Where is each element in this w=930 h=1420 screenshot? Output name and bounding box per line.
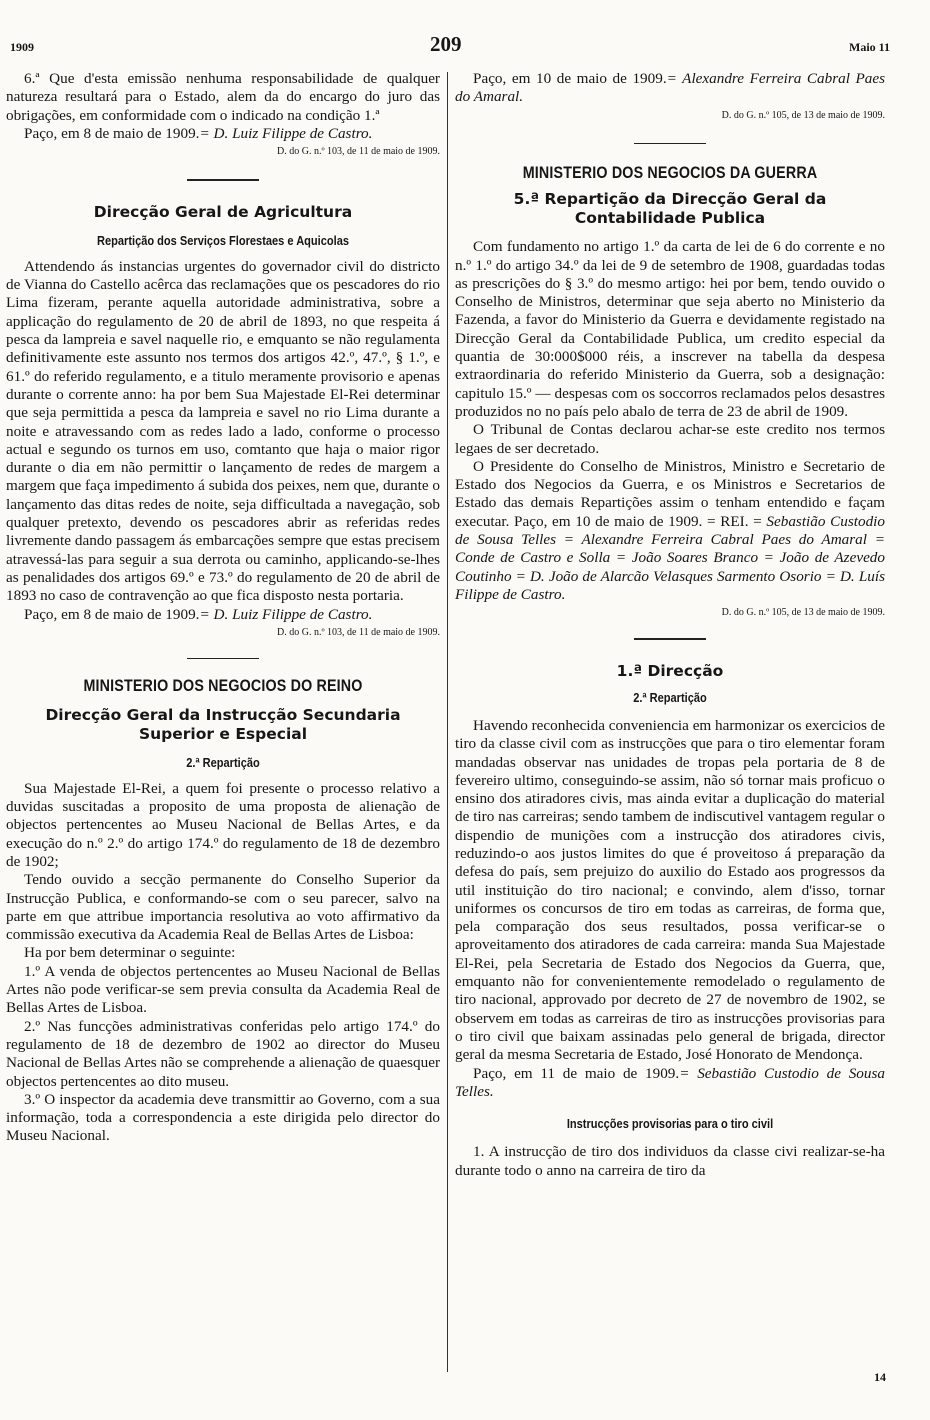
subsection-heading: 2.ª Repartição <box>633 689 707 705</box>
section-heading-contabilidade: 5.ª Repartição da Direcção Geral da Contabilidade Publica <box>513 190 827 228</box>
signature-date: Paço, em 8 de maio de 1909. <box>24 124 200 142</box>
signature-name: = Sebastião Custodio de Sousa Telles. <box>455 1064 885 1100</box>
paragraph: 1. A instrucção de tiro dos individuos da classe civi realizar-se-ha durante todo o anno na carreira de tiro da <box>455 1143 885 1179</box>
signature-name: = D. Luiz Filippe de Castro. <box>199 605 373 623</box>
page-number: 209 <box>430 32 462 56</box>
paragraph: Ha por bem determinar o seguinte: <box>24 944 236 962</box>
ministry-heading-guerra: MINISTERIO DOS NEGOCIOS DA GUERRA <box>522 162 818 182</box>
source-citation: D. do G. n.º 103, de 11 de maio de 1909. <box>277 626 440 638</box>
paragraph: Com fundamento no artigo 1.º da carta de lei de 6 do corrente e no n.º 1.º do artigo 34.º da lei de 9 de setembro de 1908, guardadas todas as prescrições do § 3.º do mesmo artigo: hei por bem, tendo ouvido o Conselho de Ministros, determinar que seja aberto no Ministerio da Fazenda, a favor do Ministerio da Guerra e devidamente registado na Direcção Geral da Contabilidade Publica, um credito especial da quantia de 30:000$000 réis, a inscrever na tabella da despesa extraordinaria do referido Ministerio da Guerra, sob a designação: capitulo 15.º — despesas com os soccorros reclamados pelos desastres produzidos no no país pelo abalo de terra de 23 de abril de 1909. <box>455 238 885 420</box>
decree-text: O Presidente do Conselho de Ministros, Ministro e Secretario de Estado dos Negocios da Guerra, e os Ministros e Secretarios de Estado das demais Repartições assim o tenham entendido e façam executar. Paço, em 10 de maio de 1909. = REI. = <box>455 457 885 530</box>
source-citation: D. do G. n.º 103, de 11 de maio de 1909. <box>277 146 440 158</box>
section-heading-agricultura: Direcção Geral de Agricultura <box>93 202 353 221</box>
signature-line <box>6 606 440 624</box>
paragraph: Tendo ouvido a secção permanente do Conselho Superior da Instrucção Publica, e conformando-se com o seu parecer, salvo na parte em que attribue importancia resolutiva ao voto affirmativo da commissão executiva da Academia Real de Bellas Artes de Lisboa: <box>6 871 440 944</box>
column-divider <box>447 72 448 1372</box>
paragraph: Havendo reconhecida conveniencia em harmonizar os exercicios de tiro da classe civil com as instrucções que para o tiro elementar foram mandadas observar nas unidades de tropas pela portaria de 8 de fevereiro ultimo, conseguindo-se assim, não só tornar mais proficuo o ensino dos atiradores civis, mas ainda evitar a duplicação do material de tiro nas carreiras; sendo tambem de indiscutivel vantagem regular o dispendio de munições com a instrucção dos atiradores civis, reduzindo-o aos justos limites do que é proveitoso á preparação da defesa do país, sem prejuizo do auxilio do Estado aos progressos da util instituição do tiro nacional; e convindo, alem d'isso, tornar uniformes os concursos de tiro em todas as carreiras, de forma que, pela comparação dos seus resultados, possa verificar-se o aproveitamento dos atiradores de cada carreira: manda Sua Majestade El-Rei, pela Secretaria de Estado dos Negocios da Guerra, que, emquanto não for convenientemente remodelado o regulamento de tiro nacional, approvado por decreto de 27 de novembro de 1902, se observem em todas as carreiras de tiro as instrucções provisorias para o tiro civil que baixam assinadas pelo general de brigada, director geral da mesma Secretaria de Estado, José Honorato de Mendonça. <box>455 716 885 1064</box>
subsection-heading: Repartição dos Serviços Florestaes e Aquicolas <box>97 232 349 248</box>
source-citation: D. do G. n.º 105, de 13 de maio de 1909. <box>721 109 885 121</box>
ministry-heading-reino: MINISTERIO DOS NEGOCIOS DO REINO <box>83 676 363 696</box>
header-year: 1909 <box>10 40 34 54</box>
paragraph: Attendendo ás instancias urgentes do governador civil do districto de Vianna do Castello acêrca das reclamações que os pescadores do rio Lima fizeram, perante aquella autoridade administrativa, sobre a applicação do regulamento de 20 de abril de 1893, no que respeita á pesca da lampreia e savel naquelle rio, e emquanto se não regulamenta definitivamente este assunto nos termos dos artigos 42.º, 47.º, § 1.º, e 61.º do referido regulamento, e a titulo meramente provisorio e apenas durante o corrente anno: ha por bem Sua Majestade El-Rei determinar que seja permittida a pesca da lampreia e savel no rio Lima durante a noite e atravessando com as redes lado a lado, conforme o processo actual e segundo os turnos em uso, comtanto que haja o maior rigor durante o dia em não permittir o lançamento de redes de margem a margem que faça impedimento á subida dos peixes, nem que, durante o lançamento das ditas redes de noite, seja difficultada a navegação, sob qualquer pretexto, devendo os pescadores abrir as referidas redes livremente dando passagem ás embarcações sempre que estas precisem atravessá-las para seguir a sua derrota ou caminho, applicando-se-lhes as penalidades dos artigos 69.º e 73.º do regulamento de 20 de abril de 1893 no caso de contravenção ao que fica disposto nesta portaria. <box>6 257 440 605</box>
paragraph: Sua Majestade El-Rei, a quem foi presente o processo relativo a duvidas suscitadas a proposito de uma proposta de alienação de objectos pertencentes ao Museu Nacional de Bellas Artes, e da execução do n.º 2.º do artigo 174.º do regulamento de 18 de dezembro de 1902; <box>6 779 440 870</box>
paragraph: 3.º O inspector da academia deve transmittir ao Governo, com a sua informação, toda a correspondencia a este dirigida pelo director do Museu Nacional. <box>6 1090 440 1145</box>
subsection-heading: Instrucções provisorias para o tiro civil <box>566 1116 774 1132</box>
paragraph: 6.ª Que d'esta emissão nenhuma responsabilidade de qualquer natureza resultará para o Estado, alem da do encargo do juro das obrigações, em conformidade com o indicado na condição 1.ª <box>6 70 440 124</box>
printer-signature-mark: 14 <box>874 1370 886 1384</box>
subsection-heading: 2.ª Repartição <box>186 754 260 770</box>
right-column <box>455 70 885 1180</box>
paragraph: 1.º A venda de objectos pertencentes ao Museu Nacional de Bellas Artes não pode verificar-se sem previa consulta da Academia Real de Bellas Artes de Lisboa. <box>6 962 440 1017</box>
signature-line <box>455 70 885 107</box>
signature-line <box>6 125 440 143</box>
signature-line <box>455 1065 885 1102</box>
signature-name: = D. Luiz Filippe de Castro. <box>199 124 373 142</box>
header-date: Maio 11 <box>849 40 890 54</box>
source-citation: D. do G. n.º 105, de 13 de maio de 1909. <box>721 607 885 619</box>
section-heading-direccao: 1.ª Direcção <box>616 661 724 680</box>
signature-date: Paço, em 11 de maio de 1909. <box>473 1064 680 1082</box>
paragraph: 2.º Nas funcções administrativas conferidas pelo artigo 174.º do regulamento de 18 de dezembro de 1902 ao director do Museu Nacional de Bellas Artes não se comprehende a alienação de quaesquer objectos pertencentes ao dito museu. <box>6 1017 440 1090</box>
signature-line <box>455 458 885 604</box>
signature-date: Paço, em 8 de maio de 1909. <box>24 605 200 623</box>
running-header <box>0 32 930 66</box>
signature-names: Sebastião Custodio de Sousa Telles = Alexandre Ferreira Cabral Paes do Amaral = Conde de Castro e Solla = João Soares Branco = João de Azevedo Coutinho = D. João de Alarcão Velasques Sarmento Osorio = D. Luís Filippe de Castro. <box>455 512 885 603</box>
section-heading-instrucao: Direcção Geral da Instrucção Secundaria Superior e Especial <box>45 705 401 743</box>
left-column <box>6 70 440 1146</box>
signature-name: = Alexandre Ferreira Cabral Paes do Amaral. <box>455 70 886 106</box>
paragraph: O Tribunal de Contas declarou achar-se este credito nos termos legaes de ser decretado. <box>455 421 885 457</box>
signature-date: Paço, em 10 de maio de 1909. <box>473 70 667 87</box>
